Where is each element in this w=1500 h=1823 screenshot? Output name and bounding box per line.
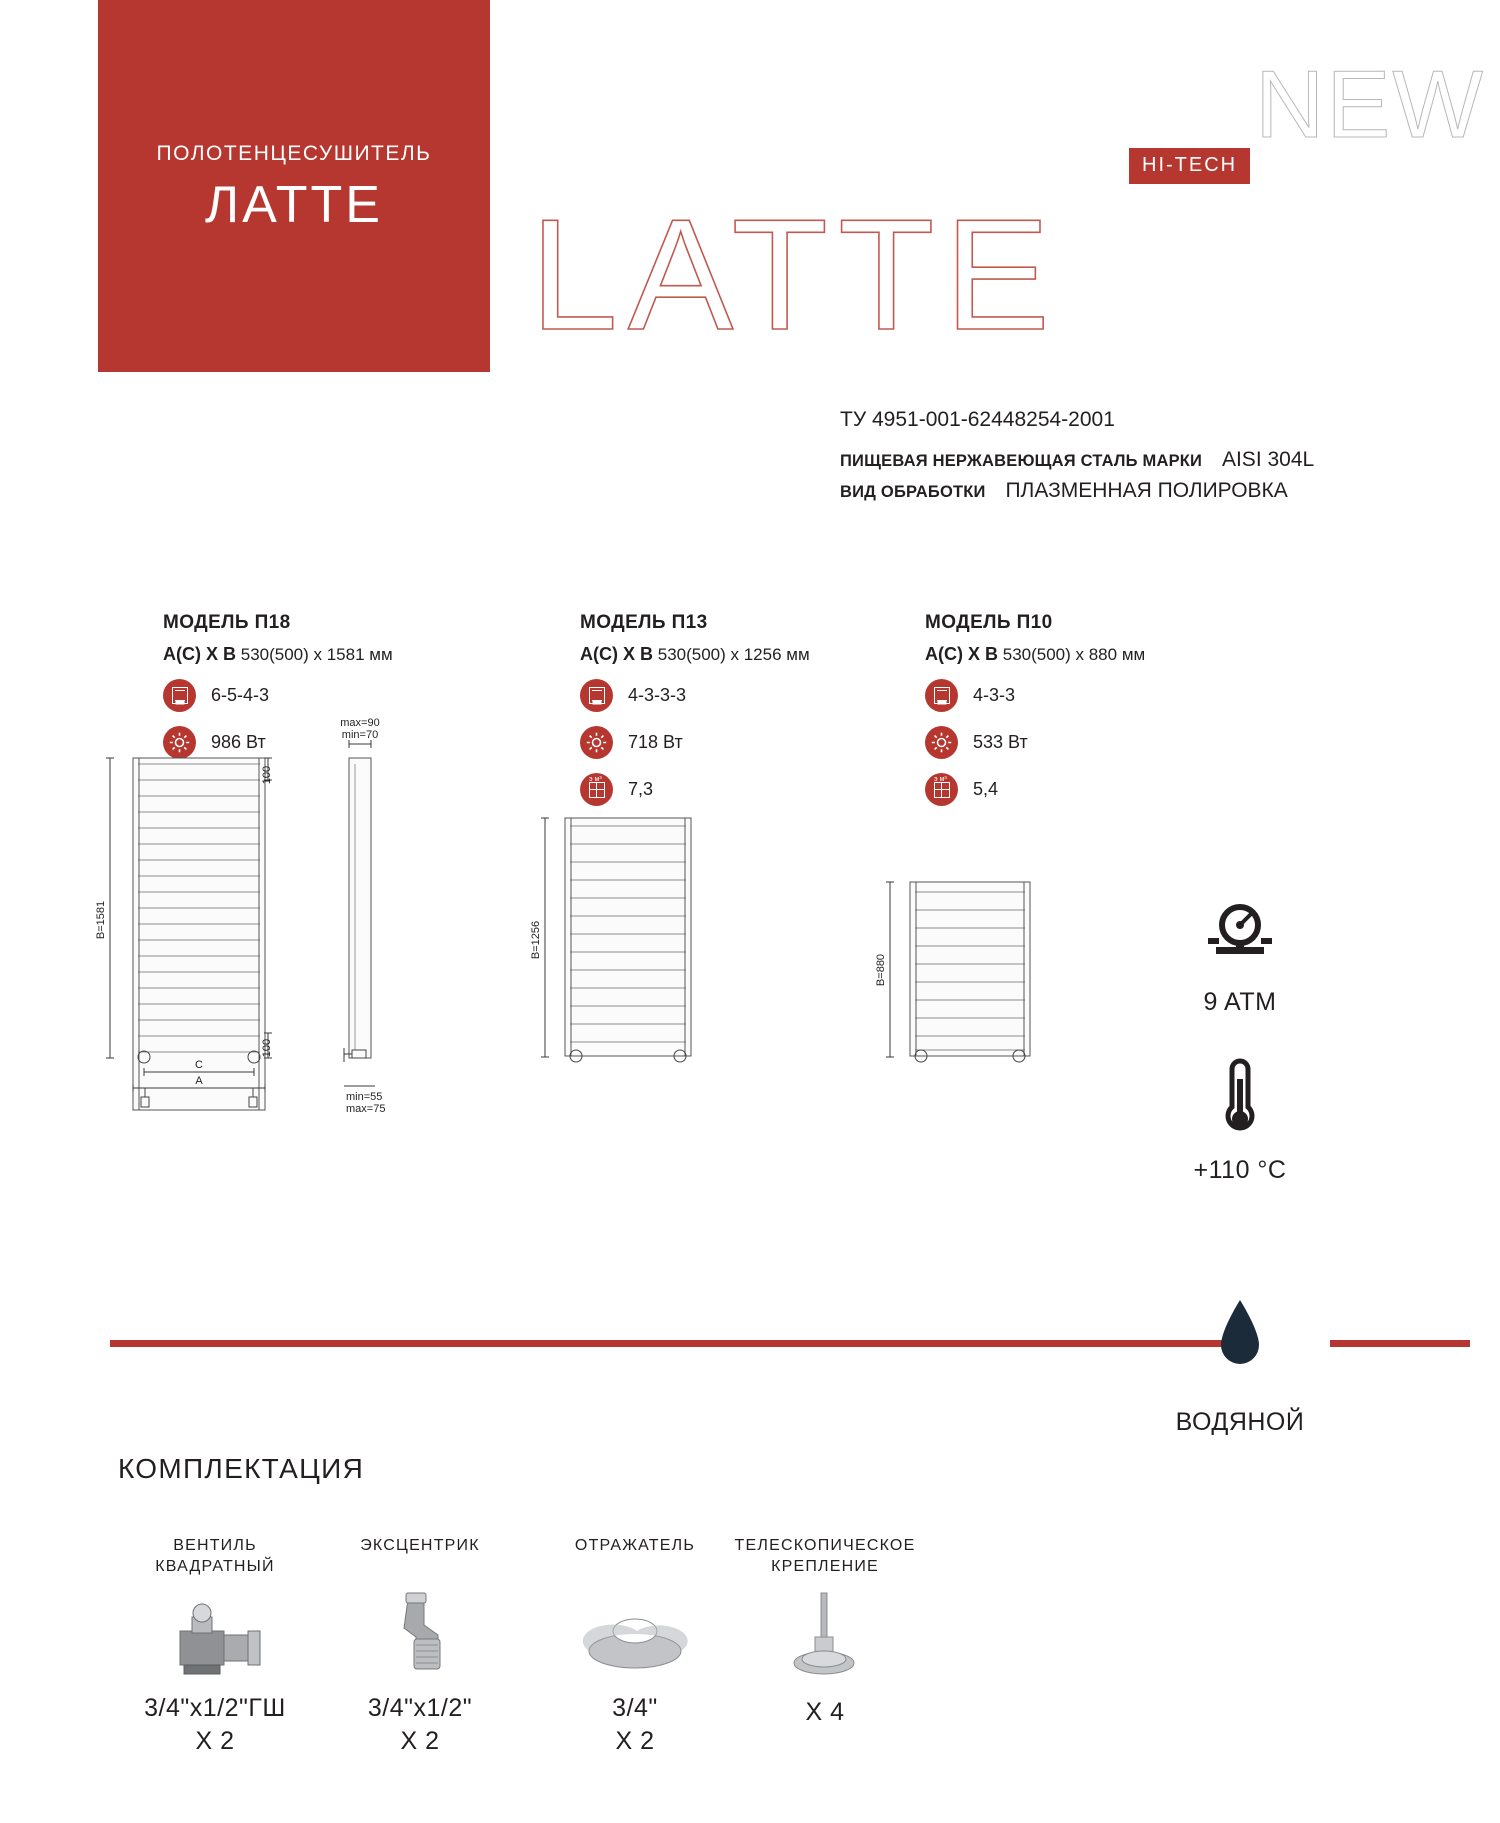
p18-width-c: C (195, 1059, 203, 1071)
heating-type-label: ВОДЯНОЙ (1175, 1408, 1305, 1436)
kit-item-image (700, 1579, 950, 1694)
p18-foot-max: max=75 (346, 1103, 386, 1115)
model-volume-value: 5,4 (973, 779, 999, 799)
kit-item-name-line1: ОТРАЖАТЕЛЬ (574, 1537, 696, 1554)
model-power-value: 986 Вт (211, 732, 266, 752)
drawing-p10-front (875, 882, 1030, 1062)
finish-value: ПЛАЗМЕННАЯ ПОЛИРОВКА (1005, 479, 1288, 502)
water-drop-icon (1215, 1296, 1265, 1376)
model-dimensions-value: 530(500) x 1256 мм (657, 645, 810, 664)
kit-item-size: 3/4"x1/2"ГШ (144, 1694, 286, 1722)
model-dimensions-value: 530(500) x 1581 мм (240, 645, 393, 664)
drawing-p13-front (530, 818, 691, 1062)
model-rows (580, 679, 810, 712)
kit-title: КОМПЛЕКТАЦИЯ (118, 1453, 365, 1484)
power-icon (925, 726, 958, 759)
divider-right (1330, 1340, 1470, 1347)
hitech-badge: HI-TECH (1129, 148, 1250, 184)
kit-item-image (295, 1579, 545, 1694)
rows-icon (163, 679, 196, 712)
rows-icon (580, 679, 613, 712)
model-title: МОДЕЛЬ П18 (163, 612, 291, 633)
p18-width-a: A (195, 1075, 203, 1087)
kit-item-name (295, 1535, 545, 1579)
kit-item-qty: X 2 (400, 1727, 440, 1755)
material-value: AISI 304L (1221, 448, 1315, 471)
model-dimensions (580, 644, 810, 665)
model-power-value: 533 Вт (973, 732, 1028, 752)
kit-item-name-line1: ЭКСЦЕНТРИК (360, 1537, 480, 1554)
water-drop-wrap (1170, 1296, 1310, 1381)
divider-left (110, 1340, 1230, 1347)
pressure-gauge-icon (1200, 895, 1280, 975)
thermometer-icon (1216, 1055, 1264, 1143)
kit-item-name-line2: КРЕПЛЕНИЕ (771, 1558, 879, 1575)
model-power-value: 718 Вт (628, 732, 683, 752)
kit-item-size: 3/4" (612, 1694, 658, 1722)
kit-item-name-line1: ВЕНТИЛЬ (173, 1537, 257, 1554)
p18-top-offset: 100 (261, 765, 273, 785)
p18-depth-min: min=70 (341, 729, 379, 741)
wordmark: LATTE (530, 187, 1060, 363)
drawing-p18-front (95, 758, 273, 1110)
power-icon (580, 726, 613, 759)
volume-icon: э м³ (925, 773, 958, 806)
kit-item-eccentric (295, 1535, 545, 1756)
kit-item-name-line2: КВАДРАТНЫЙ (155, 1558, 275, 1575)
power-icon (163, 726, 196, 759)
model-dimensions (163, 644, 393, 665)
model-dimensions-value: 530(500) x 880 мм (1002, 645, 1146, 664)
model-rows-value: 4-3-3 (973, 685, 1016, 705)
p18-depth-max: max=90 (340, 717, 380, 729)
temperature-feature (1140, 1055, 1340, 1185)
product-kicker: ПОЛОТЕНЦЕСУШИТЕЛЬ (156, 142, 432, 165)
temperature-label: +110 °C (1193, 1156, 1287, 1184)
model-card-p10 (925, 612, 1145, 806)
kit-item-qty: X 2 (195, 1727, 235, 1755)
product-name: ЛАТТЕ (205, 176, 383, 234)
model-rows-value: 6-5-4-3 (211, 685, 270, 705)
pressure-label: 9 ATM (1203, 988, 1277, 1016)
p18-foot-min: min=55 (346, 1091, 383, 1103)
pressure-feature (1140, 895, 1340, 1017)
model-rows-value: 4-3-3-3 (628, 685, 687, 705)
p10-height-label: B=880 (875, 953, 887, 987)
model-power (925, 726, 1145, 759)
p18-height-label: B=1581 (95, 900, 107, 940)
model-power (580, 726, 810, 759)
volume-icon: э м³ (580, 773, 613, 806)
material-label: ПИЩЕВАЯ НЕРЖАВЕЮЩАЯ СТАЛЬ МАРКИ (840, 452, 1203, 470)
brand-block (98, 0, 490, 372)
model-dimensions-label: A(C) X B (580, 644, 653, 664)
model-title: МОДЕЛЬ П10 (925, 612, 1053, 633)
model-rows (163, 679, 393, 712)
model-title: МОДЕЛЬ П13 (580, 612, 708, 633)
model-dimensions-label: A(C) X B (163, 644, 236, 664)
model-rows (925, 679, 1145, 712)
kit-item-name-line1: ТЕЛЕСКОПИЧЕСКОЕ (734, 1537, 916, 1554)
model-card-p13 (580, 612, 810, 806)
kit-item-name (700, 1535, 950, 1579)
model-volume-value: 7,3 (628, 779, 654, 799)
new-badge: NEW (1255, 51, 1485, 158)
rows-icon (925, 679, 958, 712)
kit-item-size: 3/4"x1/2" (367, 1694, 473, 1722)
p13-height-label: B=1256 (530, 920, 542, 960)
model-dimensions (925, 644, 1145, 665)
specs-block (840, 405, 1314, 507)
kit-item-telescopic-mount (700, 1535, 950, 1727)
finish-label: ВИД ОБРАБОТКИ (840, 483, 986, 501)
tu-line: ТУ 4951-001-62448254-2001 (840, 408, 1115, 431)
kit-item-qty: X 4 (805, 1698, 845, 1726)
p18-bottom-offset: 100 (261, 1038, 273, 1058)
model-dimensions-label: A(C) X B (925, 644, 998, 664)
kit-item-qty: X 2 (615, 1727, 655, 1755)
